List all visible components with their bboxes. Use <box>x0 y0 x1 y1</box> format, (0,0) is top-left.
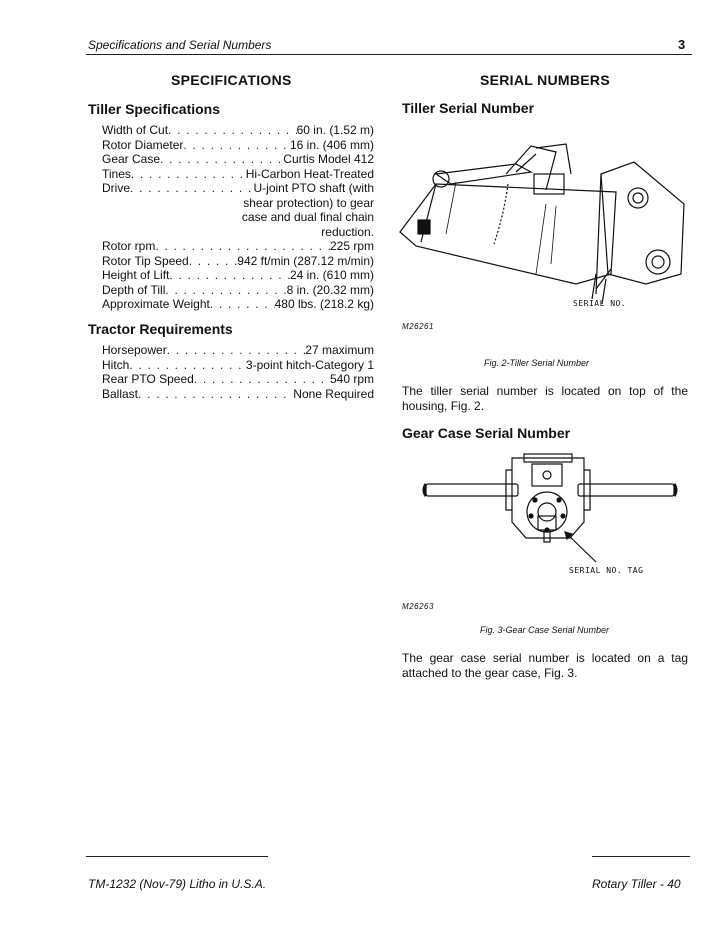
header-rule <box>86 54 692 55</box>
fig3-code: M26263 <box>402 602 434 611</box>
spec-row: Approximate Weight . . . 480 lbs. (218.2 kg) <box>102 297 374 312</box>
tiller-serial-heading: Tiller Serial Number <box>402 100 535 116</box>
spec-row: Width of Cut . . . 60 in. (1.52 m) <box>102 123 374 138</box>
spec-row: Horsepower . . . 27 maximum <box>102 343 374 358</box>
gear-case-serial-paragraph: The gear case serial number is located on a tag attached to the gear case, Fig. 3. <box>402 651 688 680</box>
spec-row: Rotor Diameter . . . 16 in. (406 mm) <box>102 138 374 153</box>
spec-row: Drive . . . U-joint PTO shaft (with <box>102 181 374 196</box>
tiller-illustration <box>396 134 688 320</box>
tiller-specifications-heading: Tiller Specifications <box>88 101 221 117</box>
fig2-code: M26261 <box>402 322 434 331</box>
spec-row: Gear Case . . . Curtis Model 412 <box>102 152 374 167</box>
spec-row: Hitch . . . 3-point hitch-Category 1 <box>102 358 374 373</box>
tractor-spec-list <box>102 343 374 401</box>
spec-row: Rear PTO Speed . . . 540 rpm <box>102 372 374 387</box>
footer-rule-right <box>592 856 690 857</box>
section-title: Specifications and Serial Numbers <box>88 38 272 52</box>
tiller-serial-paragraph: The tiller serial number is located on top of the housing, Fig. 2. <box>402 384 688 413</box>
tiller-spec-list <box>102 123 374 312</box>
drive-continuation: shear protection) to gear <box>243 195 374 210</box>
spec-row: Ballast . . . None Required <box>102 387 374 402</box>
spec-row: Rotor Tip Speed . . . 942 ft/min (287.12 m/min) <box>102 254 374 269</box>
serial-numbers-heading: SERIAL NUMBERS <box>480 72 610 88</box>
spec-row: Rotor rpm . . . 225 rpm <box>102 239 374 254</box>
spec-row: Height of Lift . . . 24 in. (610 mm) <box>102 268 374 283</box>
gear-case-illustration <box>420 450 682 570</box>
drive-continuation: reduction. <box>321 224 374 239</box>
spec-row: Depth of Till . . . 8 in. (20.32 mm) <box>102 283 374 298</box>
page-number: 3 <box>678 37 686 52</box>
drive-continuation: case and dual final chain <box>241 210 374 224</box>
fig3-serial-tag-label: SERIAL NO. TAG <box>569 566 644 575</box>
fig2-serial-label: SERIAL NO. <box>573 299 627 308</box>
footer-rule-left <box>86 856 268 857</box>
specifications-heading: SPECIFICATIONS <box>171 72 292 88</box>
tractor-requirements-heading: Tractor Requirements <box>88 321 233 337</box>
footer-left: TM-1232 (Nov-79) Litho in U.S.A. <box>88 877 267 891</box>
spec-row: Tines . . . Hi-Carbon Heat-Treated <box>102 167 374 182</box>
fig2-caption: Fig. 2-Tiller Serial Number <box>484 358 589 368</box>
fig3-caption: Fig. 3-Gear Case Serial Number <box>480 625 610 635</box>
gear-case-serial-heading: Gear Case Serial Number <box>402 425 571 441</box>
footer-right: Rotary Tiller - 40 <box>592 877 681 891</box>
